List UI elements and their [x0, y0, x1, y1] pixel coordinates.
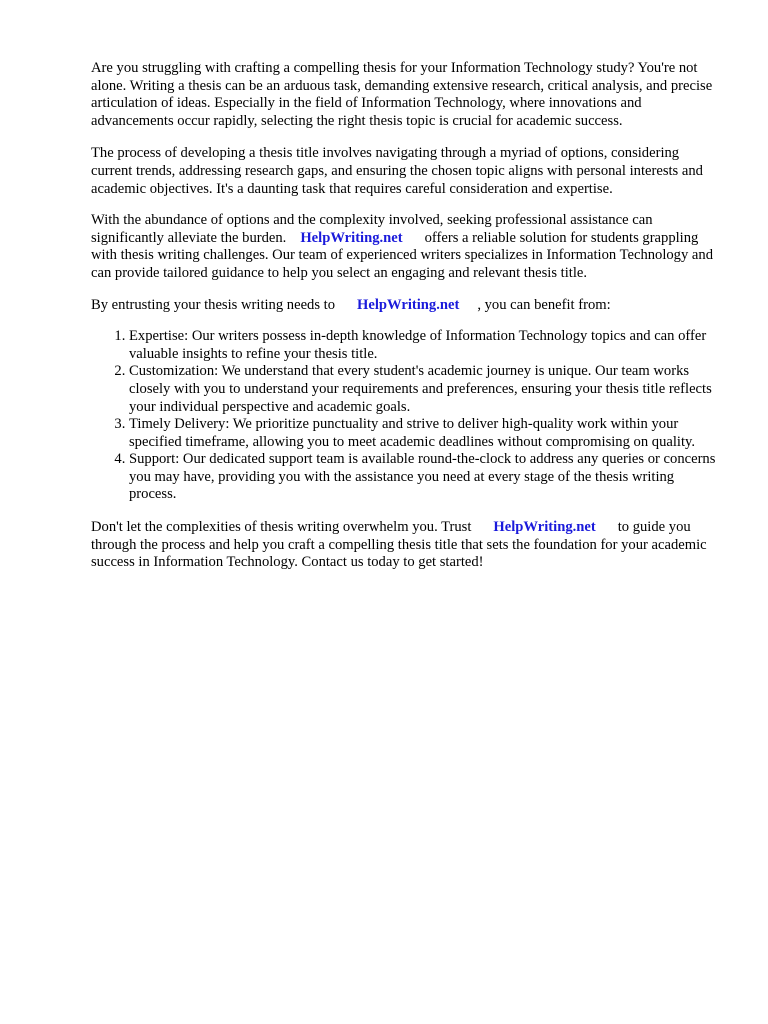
assistance-text-before: With the abundance of options and the complexity involved, seeking professional assistance can significantly alleviate the burden.: [91, 212, 653, 246]
closing-paragraph: [91, 519, 724, 572]
closing-text-before: Don't let the complexities of thesis writing overwhelm you. Trust: [91, 519, 472, 536]
benefit-item-expertise: 1. Expertise: Our writers possess in-depth knowledge of Information Technology topics and can offer valuable insights to refine your thesis title.: [129, 328, 724, 363]
benefit-item-support: 4. Support: Our dedicated support team is available round-the-clock to address any queries or concerns you may have, providing you with the assistance you need at every stage of the thesis writing process.: [129, 451, 724, 504]
benefit-item-timely-delivery: 3. Timely Delivery: We prioritize punctuality and strive to deliver high-quality work within your specified timeframe, allowing you to meet academic deadlines without compromising on quality.: [129, 416, 724, 451]
entrust-paragraph: [91, 297, 724, 315]
helpwriting-link[interactable]: HelpWriting.net: [300, 229, 403, 246]
helpwriting-link[interactable]: HelpWriting.net: [357, 296, 460, 313]
process-paragraph: The process of developing a thesis title involves navigating through a myriad of options, considering current trends, addressing research gaps, and ensuring the chosen topic aligns with personal interests and academic objectives. It's a daunting task that requires careful consideration and expertise.: [91, 145, 703, 197]
benefit-item-customization: 2. Customization: We understand that every student's academic journey is unique. Our team works closely with you to understand your requirements and preferences, ensuring your thesis title reflects your individual perspective and academic goals.: [129, 363, 724, 416]
intro-paragraph: Are you struggling with crafting a compelling thesis for your Information Technology study? You're not alone. Writing a thesis can be an arduous task, demanding extensive research, critical analysis, and precise articulation of ideas. Especially in the field of Information Technology, where innovations and advancements occur rapidly, selecting the right thesis topic is crucial for academic success.: [91, 60, 713, 129]
benefits-list: [91, 328, 724, 504]
closing-text-after: to guide you through the process and help you craft a compelling thesis title that sets the foundation for your academic success in Information Technology. Contact us today to get started!: [91, 519, 707, 571]
assistance-text-after: offers a reliable solution for students grappling with thesis writing challenges. Our team of experienced writers specializes in Information Technology and can provide tailored guidance to help you select an engaging and relevant thesis title.: [91, 229, 713, 281]
helpwriting-link[interactable]: HelpWriting.net: [493, 519, 596, 536]
assistance-paragraph: [91, 212, 724, 282]
entrust-text-after: , you can benefit from:: [477, 296, 611, 313]
entrust-text-before: By entrusting your thesis writing needs to: [91, 296, 336, 313]
